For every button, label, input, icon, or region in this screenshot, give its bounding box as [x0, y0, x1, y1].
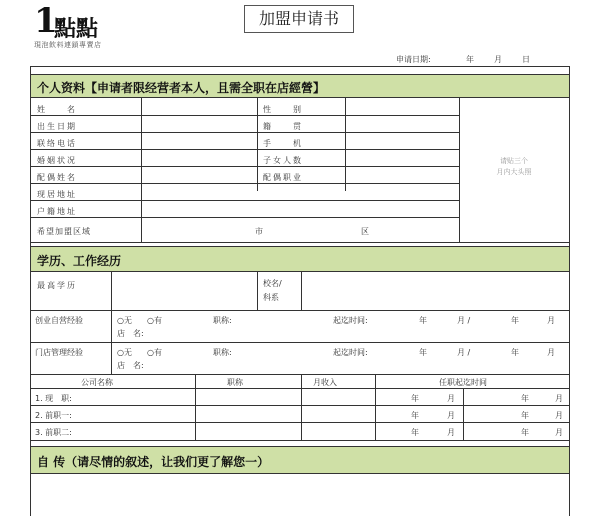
- job2-year-b: 年: [521, 411, 529, 420]
- jobs-header-income: 月收入: [313, 378, 337, 387]
- job1-year-a: 年: [411, 394, 419, 403]
- photo-placeholder: [463, 156, 565, 178]
- startup-period: 起迄时间:: [333, 316, 368, 325]
- job1-month-b: 月: [555, 394, 563, 403]
- job-row-current: 1. 现 职:: [35, 394, 72, 403]
- label-phone: 联络电话: [37, 139, 77, 148]
- district-label: 区: [361, 227, 369, 236]
- jobs-header-title: 职称: [227, 378, 243, 387]
- label-spouse-name: 配偶姓名: [37, 173, 77, 182]
- store-store-name: 店 名:: [117, 361, 144, 370]
- edu-label: 最高学历: [37, 281, 77, 290]
- job-row-prev1: 2. 前职一:: [35, 411, 72, 420]
- store-month-2: 月: [547, 348, 555, 357]
- job1-year-b: 年: [521, 394, 529, 403]
- job2-month-b: 月: [555, 411, 563, 420]
- store-year-2: 年: [511, 348, 519, 357]
- label-children: 子女人数: [263, 156, 303, 165]
- label-desired-region: 希望加盟区域: [37, 227, 91, 236]
- label-mobile: 手 机: [263, 139, 303, 148]
- label-birthdate: 出生日期: [37, 122, 77, 131]
- store-month-1: 月 /: [457, 348, 471, 357]
- apply-date-year: 年: [466, 55, 474, 64]
- application-form: [30, 66, 570, 516]
- startup-opt-have[interactable]: ○有: [147, 316, 162, 325]
- store-opt-none[interactable]: ○无: [117, 348, 132, 357]
- apply-date-month: 月: [494, 55, 502, 64]
- city-label: 市: [255, 227, 263, 236]
- store-year-1: 年: [419, 348, 427, 357]
- logo-tagline: 現泡飲料連鎖專賣店: [34, 41, 102, 49]
- job3-year-a: 年: [411, 428, 419, 437]
- label-marital: 婚姻状况: [37, 156, 77, 165]
- startup-year-2: 年: [511, 316, 519, 325]
- store-opt-have[interactable]: ○有: [147, 348, 162, 357]
- logo-chars: 點點: [54, 17, 99, 42]
- label-name: 姓 名: [37, 105, 77, 114]
- label-spouse-job: 配偶职业: [263, 173, 303, 182]
- bio-section-heading: 自 传（请尽情的叙述，让我们更了解您一）: [37, 455, 270, 469]
- job1-month-a: 月: [447, 394, 455, 403]
- photo-hint-line1: 请贴三个: [500, 157, 528, 165]
- apply-date-day: 日: [522, 55, 530, 64]
- jobs-header-company: 公司名称: [81, 378, 113, 387]
- label-address: 现居地址: [37, 190, 77, 199]
- school-label-1: 校名/: [263, 279, 282, 288]
- edu-section-heading: 学历、工作经历: [37, 254, 122, 268]
- store-period: 起迄时间:: [333, 348, 368, 357]
- label-origin: 籍 贯: [263, 122, 303, 131]
- document-title: 加盟申请书: [244, 5, 354, 33]
- startup-store-name: 店 名:: [117, 329, 144, 338]
- photo-hint-line2: 月内大头照: [496, 168, 532, 176]
- job3-year-b: 年: [521, 428, 529, 437]
- startup-label: 创业自营经验: [35, 316, 83, 325]
- label-gender: 性 别: [263, 105, 303, 114]
- label-household: 户籍地址: [37, 207, 77, 216]
- job3-month-b: 月: [555, 428, 563, 437]
- store-mgmt-label: 门店管理经验: [35, 348, 83, 357]
- job2-month-a: 月: [447, 411, 455, 420]
- startup-title: 职称:: [213, 316, 232, 325]
- store-title: 职称:: [213, 348, 232, 357]
- job-row-prev2: 3. 前职二:: [35, 428, 72, 437]
- school-label-2: 科系: [263, 293, 279, 302]
- startup-year-1: 年: [419, 316, 427, 325]
- startup-opt-none[interactable]: ○无: [117, 316, 132, 325]
- startup-month-1: 月 /: [457, 316, 471, 325]
- apply-date-label: 申请日期:: [396, 55, 431, 64]
- personal-section-heading: 个人资料【申请者限经营者本人，且需全职在店經營】: [37, 81, 326, 95]
- startup-month-2: 月: [547, 316, 555, 325]
- job3-month-a: 月: [447, 428, 455, 437]
- job2-year-a: 年: [411, 411, 419, 420]
- jobs-header-period: 任职起迄时间: [439, 378, 487, 387]
- logo-number: 1: [34, 1, 58, 41]
